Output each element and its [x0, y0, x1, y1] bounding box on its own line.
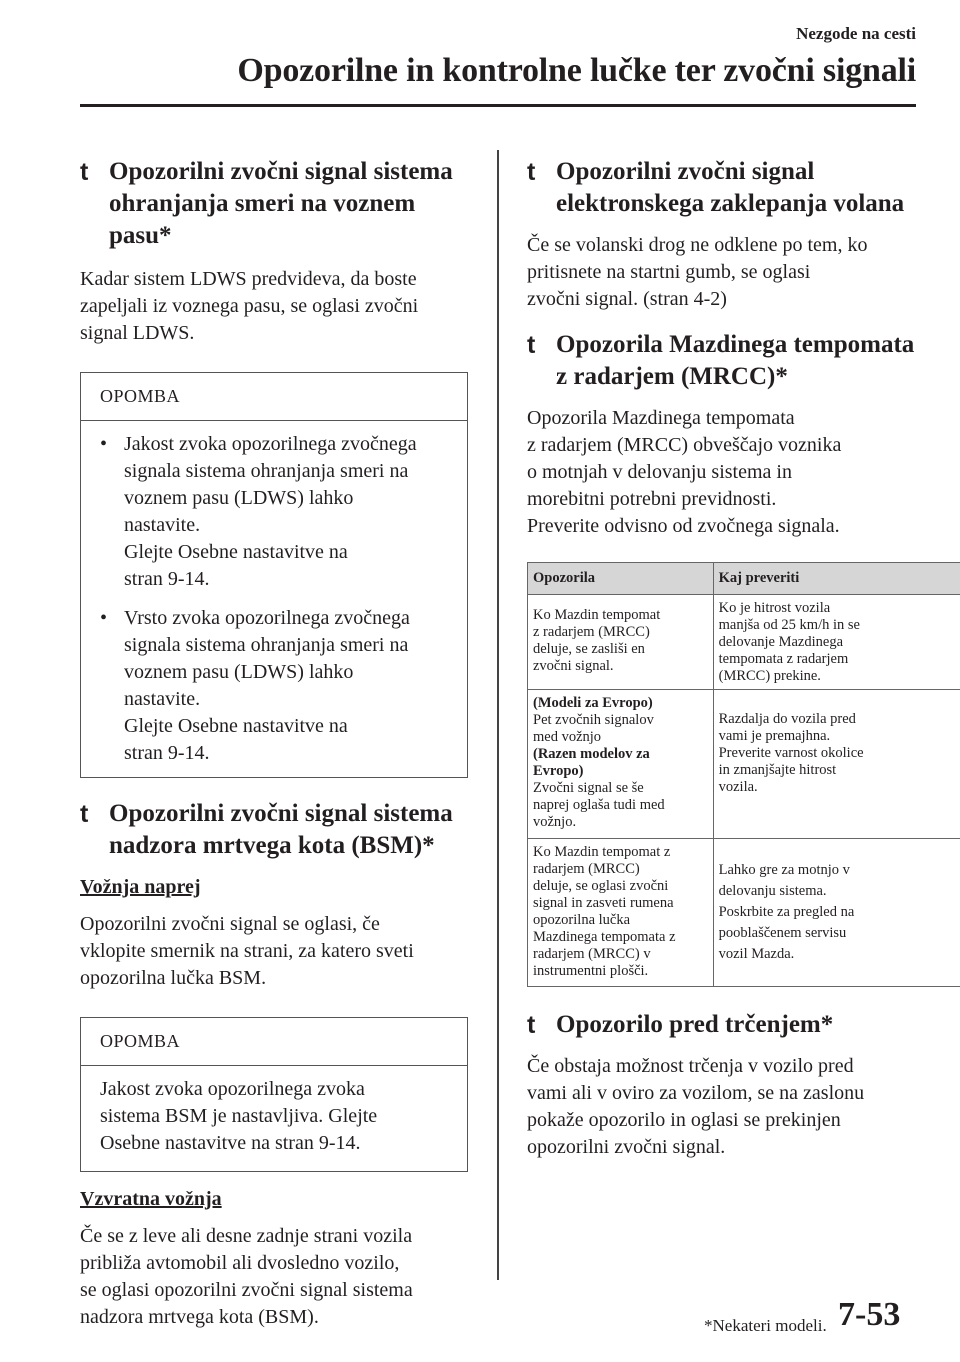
heading-text: Opozorilni zvočni signal sistema nadzora mrtvega kota (BSM)* — [109, 800, 453, 859]
note-bullet-item: • Vrsto zvoka opozorilnega zvočnega signala sistema ohranjanja smeri na voznem pasu (LDWS) lahko nastavite. Glejte Osebne nastavitve na stran 9-14. — [100, 605, 448, 767]
steering-lock-paragraph: Če se volanski drog ne odklene po tem, ko pritisnete na startni gumb, se oglasi zvočni signal. (stran 4-2) — [527, 234, 868, 310]
subheading-reverse: Vzvratna vožnja — [80, 1188, 222, 1210]
collision-paragraph: Če obstaja možnost trčenja v vozilo pred vami ali v oviro za vozilom, se na zaslonu pokaže opozorilo in oglasi se prekinjen opozorilni zvočni signal. — [527, 1055, 865, 1158]
heading-text: Opozorilni zvočni signal elektronskega zaklepanja volana — [556, 158, 905, 217]
table-cell: Razdalja do vozila pred vami je premajhna. Preverite varnost okolice in zmanjšajte hitrost vozila. — [713, 690, 960, 839]
heading-collision — [527, 1009, 927, 1041]
heading-bsm — [80, 798, 472, 862]
section-marker: t — [527, 158, 536, 186]
heading-steering-lock — [527, 156, 927, 220]
note-box-bsm — [80, 1017, 468, 1172]
note-body: Jakost zvoka opozorilnega zvoka sistema BSM je nastavljiva. Glejte Osebne nastavitve na stran 9-14. — [100, 1078, 378, 1154]
note-label: OPOMBA — [81, 1018, 467, 1066]
page-number: 7-53 — [838, 1296, 901, 1333]
section-marker: t — [80, 800, 89, 828]
heading-ldws — [80, 156, 472, 252]
table-cell: Ko Mazdin tempomat z radarjem (MRCC) deluje, se zasliši en zvočni signal. — [528, 595, 714, 690]
subheading-forward: Vožnja naprej — [80, 876, 201, 898]
mrcc-paragraph: Opozorila Mazdinega tempomata z radarjem (MRCC) obveščajo voznika o motnjah v delovanju sistema in morebitni potrebni previdnosti. Preverite odvisno od zvočnega signala. — [527, 407, 842, 537]
note-box-ldws — [80, 372, 468, 778]
page-title: Opozorilne in kontrolne lučke ter zvočni signali — [237, 52, 916, 89]
heading-text: Opozorilni zvočni signal sistema ohranjanja smeri na voznem pasu* — [109, 158, 453, 249]
table-header: Opozorila — [528, 563, 714, 595]
section-marker: t — [527, 1011, 536, 1039]
table-cell: Ko Mazdin tempomat z radarjem (MRCC) deluje, se oglasi zvočni signal in zasveti rumena opozorilna lučka Mazdinega tempomata z radarjem (MRCC) v instrumentni plošči. — [528, 839, 714, 987]
table-header: Kaj preveriti — [713, 563, 960, 595]
table-cell: Lahko gre za motnjo v delovanju sistema. Poskrbite za pregled na pooblaščenem servisu vozil Mazda. — [713, 839, 960, 987]
table-cell: (Modeli za Evropo) Pet zvočnih signalov med vožnjo (Razen modelov za Evropo) Zvočni signal se še naprej oglaša tudi med vožnjo. — [528, 690, 714, 839]
right-column — [527, 156, 927, 1161]
header-rule — [80, 104, 916, 107]
bullet-icon: • — [100, 433, 108, 455]
heading-text: Opozorilo pred trčenjem* — [556, 1011, 834, 1038]
mrcc-warning-table — [527, 562, 960, 987]
table-row — [528, 690, 960, 839]
note-bullet-item: • Jakost zvoka opozorilnega zvočnega signala sistema ohranjanja smeri na voznem pasu (LDWS) lahko nastavite. Glejte Osebne nastavitve na stran 9-14. — [100, 431, 448, 593]
left-column — [80, 156, 472, 1331]
note-body — [81, 421, 467, 777]
heading-text: Opozorila Mazdinega tempomata z radarjem (MRCC)* — [556, 331, 915, 390]
table-row — [528, 839, 960, 987]
table-header-row — [528, 563, 960, 595]
section-name: Nezgode na cesti — [796, 24, 916, 43]
table-cell: Ko je hitrost vozila manjša od 25 km/h in se delovanje Mazdinega tempomata z radarjem (MRCC) prekine. — [713, 595, 960, 690]
bullet-icon: • — [100, 607, 108, 629]
note-label: OPOMBA — [81, 373, 467, 421]
ldws-paragraph: Kadar sistem LDWS predvideva, da boste zapeljali iz voznega pasu, se oglasi zvočni signal LDWS. — [80, 268, 419, 344]
heading-mrcc — [527, 329, 927, 393]
section-marker: t — [527, 331, 536, 359]
bsm-forward-paragraph: Opozorilni zvočni signal se oglasi, če vklopite smernik na strani, za katero sveti opozorilna lučka BSM. — [80, 913, 414, 989]
column-divider — [497, 150, 499, 1280]
bsm-reverse-paragraph: Če se z leve ali desne zadnje strani vozila približa avtomobil ali dvosledno vozilo, se oglasi opozorilni zvočni signal sistema nadzora mrtvega kota (BSM). — [80, 1225, 413, 1328]
table-row — [528, 595, 960, 690]
section-marker: t — [80, 158, 89, 186]
footnote: *Nekateri modeli. — [704, 1316, 827, 1335]
